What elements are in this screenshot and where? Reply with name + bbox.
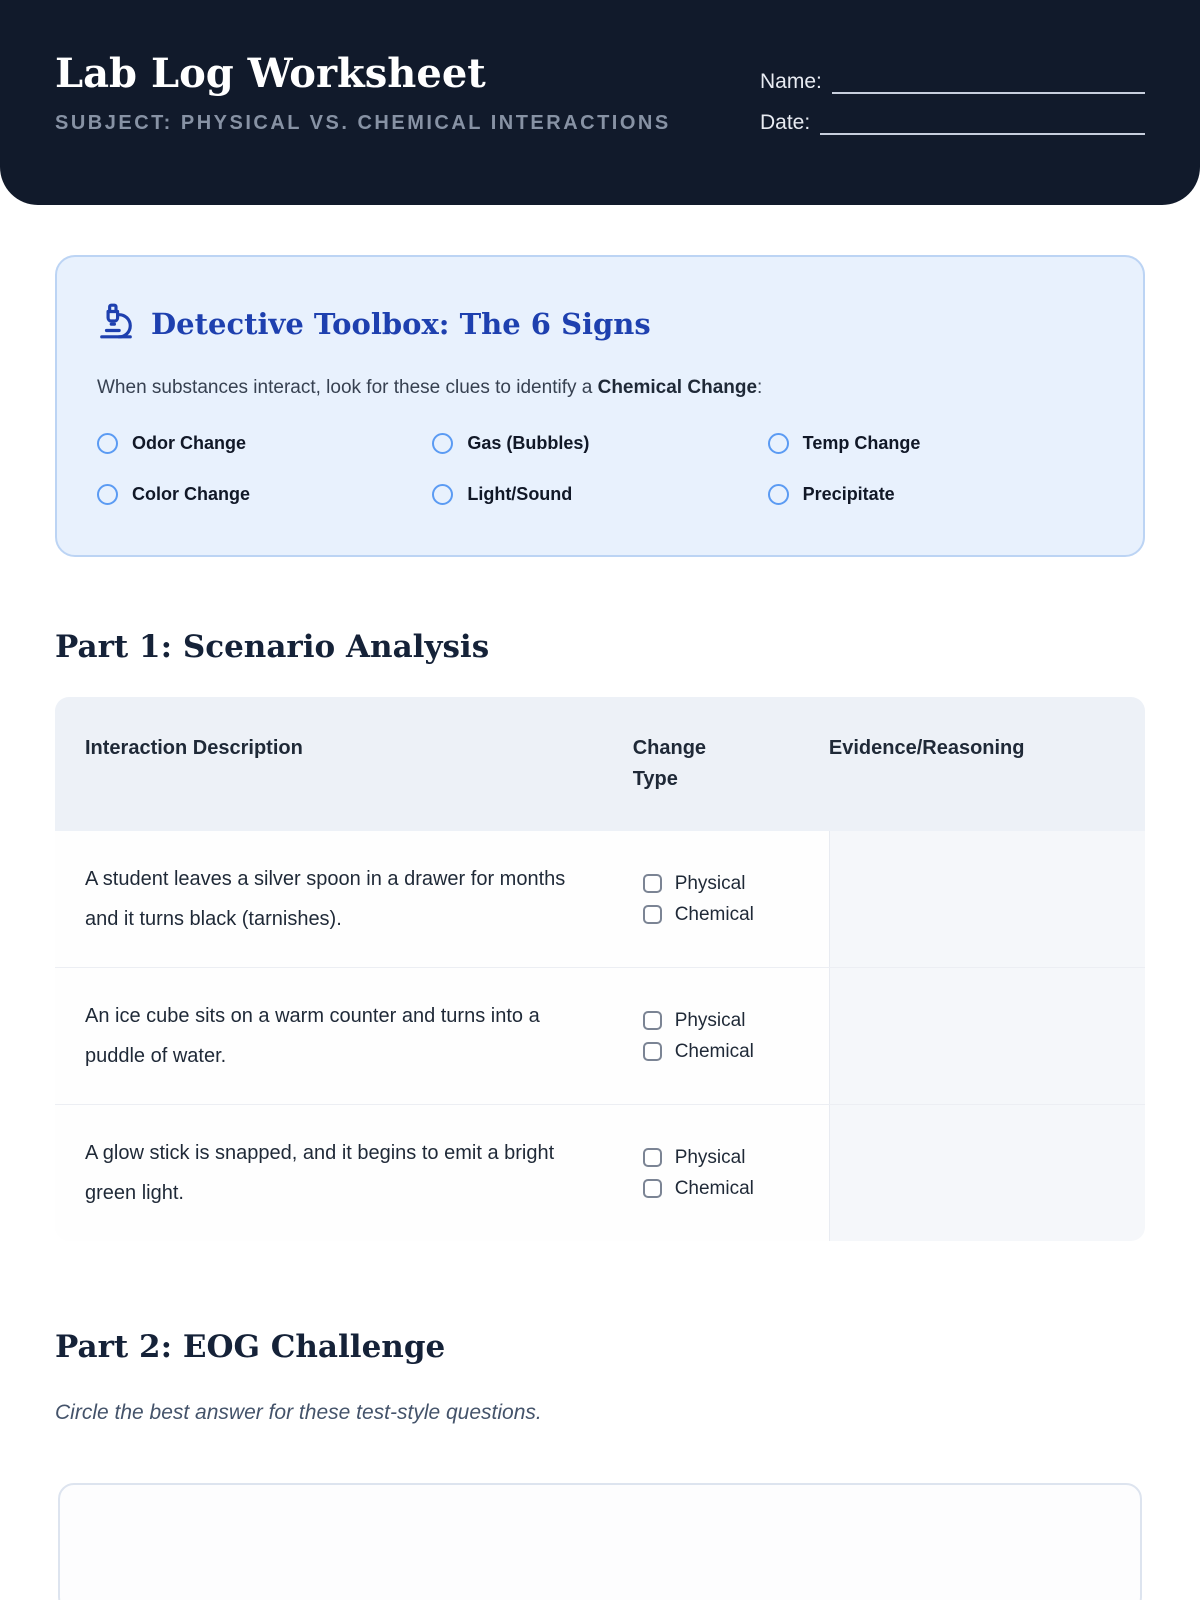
option-chemical bbox=[633, 904, 829, 926]
option-chemical bbox=[633, 1178, 829, 1200]
chemical-label: Chemical bbox=[674, 903, 754, 925]
date-label: Date: bbox=[760, 111, 811, 134]
page-subject: SUBJECT: PHYSICAL VS. CHEMICAL INTERACTIONS bbox=[55, 112, 671, 134]
table-header-row bbox=[55, 697, 1145, 831]
radio-circle-icon[interactable] bbox=[97, 433, 118, 454]
toolbox-title: Detective Toolbox: The 6 Signs bbox=[151, 306, 651, 341]
radio-circle-icon[interactable] bbox=[768, 484, 789, 505]
physical-checkbox[interactable] bbox=[643, 1148, 662, 1167]
part2-instruction: Circle the best answer for these test-style questions. bbox=[55, 1401, 542, 1424]
name-label: Name: bbox=[760, 70, 822, 93]
radio-circle-icon[interactable] bbox=[97, 484, 118, 505]
signs-grid bbox=[97, 433, 1103, 505]
date-blank-line[interactable] bbox=[820, 111, 1145, 135]
name-blank-line[interactable] bbox=[832, 70, 1145, 94]
sign-label: Temp Change bbox=[802, 433, 921, 453]
sign-label: Light/Sound bbox=[467, 484, 573, 504]
chemical-checkbox[interactable] bbox=[643, 905, 662, 924]
evidence-writein-cell[interactable] bbox=[829, 1105, 1145, 1241]
sign-item-light-sound bbox=[432, 484, 767, 505]
worksheet-header bbox=[0, 0, 1200, 205]
option-physical bbox=[633, 873, 829, 895]
table-body bbox=[55, 831, 1145, 1241]
scenario-description: A glow stick is snapped, and it begins to emit a bright green light. bbox=[85, 1142, 555, 1204]
physical-label: Physical bbox=[674, 1146, 746, 1168]
sign-label: Odor Change bbox=[132, 433, 247, 453]
toolbox-intro-bold: Chemical Change bbox=[597, 377, 758, 398]
part1-title: Part 1: Scenario Analysis bbox=[55, 629, 490, 665]
sign-item-odor-change bbox=[97, 433, 432, 454]
physical-label: Physical bbox=[674, 1009, 746, 1031]
toolbox-intro-prefix: When substances interact, look for these clues to identify a bbox=[97, 377, 598, 398]
table-row bbox=[55, 1104, 1145, 1241]
table-row bbox=[55, 831, 1145, 967]
chemical-label: Chemical bbox=[674, 1040, 754, 1062]
scenario-description: An ice cube sits on a warm counter and turns into a puddle of water. bbox=[85, 1005, 540, 1067]
microscope-icon bbox=[97, 302, 135, 345]
sign-label: Color Change bbox=[132, 484, 251, 504]
detective-toolbox-callout bbox=[55, 255, 1145, 557]
page-title: Lab Log Worksheet bbox=[55, 50, 486, 97]
sign-label: Precipitate bbox=[802, 484, 895, 504]
header-fill-block bbox=[760, 52, 1145, 135]
sign-label: Gas (Bubbles) bbox=[467, 433, 590, 453]
physical-label: Physical bbox=[674, 872, 746, 894]
name-field-row bbox=[760, 70, 1145, 94]
change-type-cell bbox=[633, 968, 829, 1104]
header-title-block bbox=[55, 52, 671, 135]
toolbox-intro bbox=[97, 377, 1103, 399]
chemical-checkbox[interactable] bbox=[643, 1179, 662, 1198]
radio-circle-icon[interactable] bbox=[432, 484, 453, 505]
date-field-row bbox=[760, 111, 1145, 135]
sign-item-color-change bbox=[97, 484, 432, 505]
physical-checkbox[interactable] bbox=[643, 874, 662, 893]
change-type-cell bbox=[633, 1105, 829, 1241]
physical-checkbox[interactable] bbox=[643, 1011, 662, 1030]
evidence-writein-cell[interactable] bbox=[829, 968, 1145, 1104]
toolbox-title-row bbox=[97, 302, 1103, 345]
question-box bbox=[58, 1483, 1142, 1600]
col-header-evidence-reasoning: Evidence/Reasoning bbox=[828, 737, 1025, 759]
table-row bbox=[55, 967, 1145, 1104]
scenario-table bbox=[55, 697, 1145, 1241]
option-chemical bbox=[633, 1041, 829, 1063]
toolbox-intro-suffix: : bbox=[757, 377, 763, 398]
change-type-cell bbox=[633, 831, 829, 967]
sign-item-temp-change bbox=[768, 433, 1103, 454]
option-physical bbox=[633, 1147, 829, 1169]
evidence-writein-cell[interactable] bbox=[829, 831, 1145, 967]
scenario-description: A student leaves a silver spoon in a drawer for months and it turns black (tarnishes). bbox=[85, 868, 566, 930]
option-physical bbox=[633, 1010, 829, 1032]
part2-title: Part 2: EOG Challenge bbox=[55, 1329, 446, 1365]
sign-item-gas-bubbles bbox=[432, 433, 767, 454]
chemical-checkbox[interactable] bbox=[643, 1042, 662, 1061]
sign-item-precipitate bbox=[768, 484, 1103, 505]
col-header-interaction-description: Interaction Description bbox=[85, 737, 303, 759]
col-header-change-type bbox=[633, 697, 829, 831]
radio-circle-icon[interactable] bbox=[768, 433, 789, 454]
col-header-change-type-label: Change Type bbox=[632, 737, 707, 790]
radio-circle-icon[interactable] bbox=[432, 433, 453, 454]
chemical-label: Chemical bbox=[674, 1177, 754, 1199]
